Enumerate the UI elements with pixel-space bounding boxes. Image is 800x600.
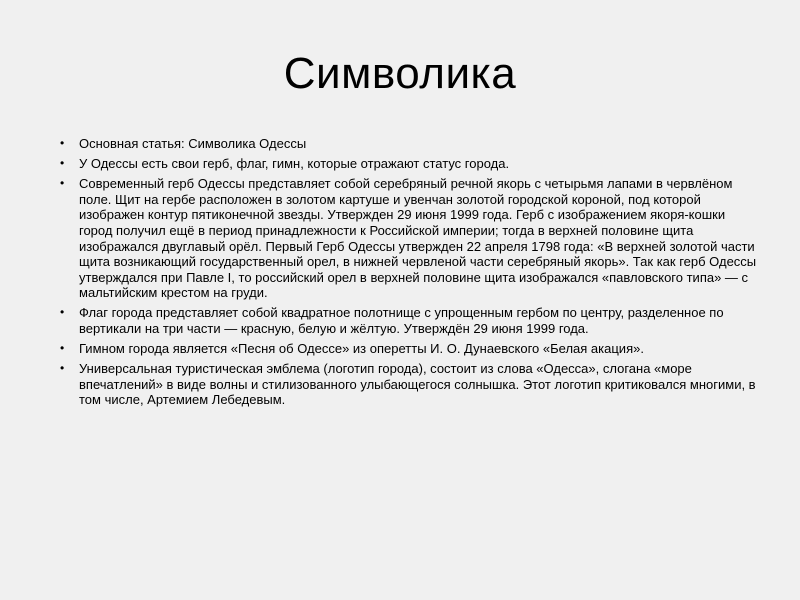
bullet-text: Универсальная туристическая эмблема (логотип города), состоит из слова «Одесса», слогана «море впечатлений» в виде волны и стилизованного улыбающегося солнышка. Этот логотип критиковался многими, в том числе, Артемием Лебедевым.	[79, 361, 756, 408]
bullet-text: Гимном города является «Песня об Одессе» из оперетты И. О. Дунаевского «Белая акация».	[79, 341, 644, 357]
bullet-icon: •	[60, 341, 65, 356]
bullet-item	[60, 176, 762, 301]
bullet-item	[60, 341, 762, 357]
bullet-icon: •	[60, 136, 65, 150]
bullet-text: Основная статья: Символика Одессы	[79, 136, 307, 151]
bullet-icon: •	[60, 305, 65, 320]
bullet-text: Флаг города представляет собой квадратное полотнище с упрощенным гербом по центру, разделенное по вертикали на три части — красную, белую и жёлтую. Утверждён 29 июня 1999 года.	[79, 305, 724, 337]
bullet-icon: •	[60, 361, 65, 376]
bullet-text: У Одессы есть свои герб, флаг, гимн, которые отражают статус города.	[79, 156, 510, 172]
bullet-item	[60, 156, 762, 172]
bullet-icon: •	[60, 156, 65, 171]
bullet-text: Современный герб Одессы представляет собой серебряный речной якорь с четырьмя лапами в червлёном поле. Щит на гербе расположен в золотом картуше и увенчан золотой городской короной, под которой изображен контур пятиконечной звезды. Утвержден 29 июня 1999 года. Герб с изображением якоря-кошки город получил ещё в период принадлежности к Российской империи; тогда в верхней половине щита изображался двуглавый орёл. Первый Герб Одессы утвержден 22 апреля 1798 года: «В верхней золотой части щита возникающий государственный орел, в нижней червленой части серебряный якорь». Так как герб Одессы утверждался при Павле I, то российский орел в верхней половине щита изображался «павловского типа» — с мальтийским крестом на груди.	[79, 176, 757, 301]
bullet-icon: •	[60, 176, 65, 191]
bullet-item	[60, 361, 762, 408]
bullet-item	[60, 305, 762, 336]
bullet-item	[60, 136, 762, 152]
bullet-list	[60, 136, 762, 413]
slide-title: Символика	[283, 49, 517, 98]
